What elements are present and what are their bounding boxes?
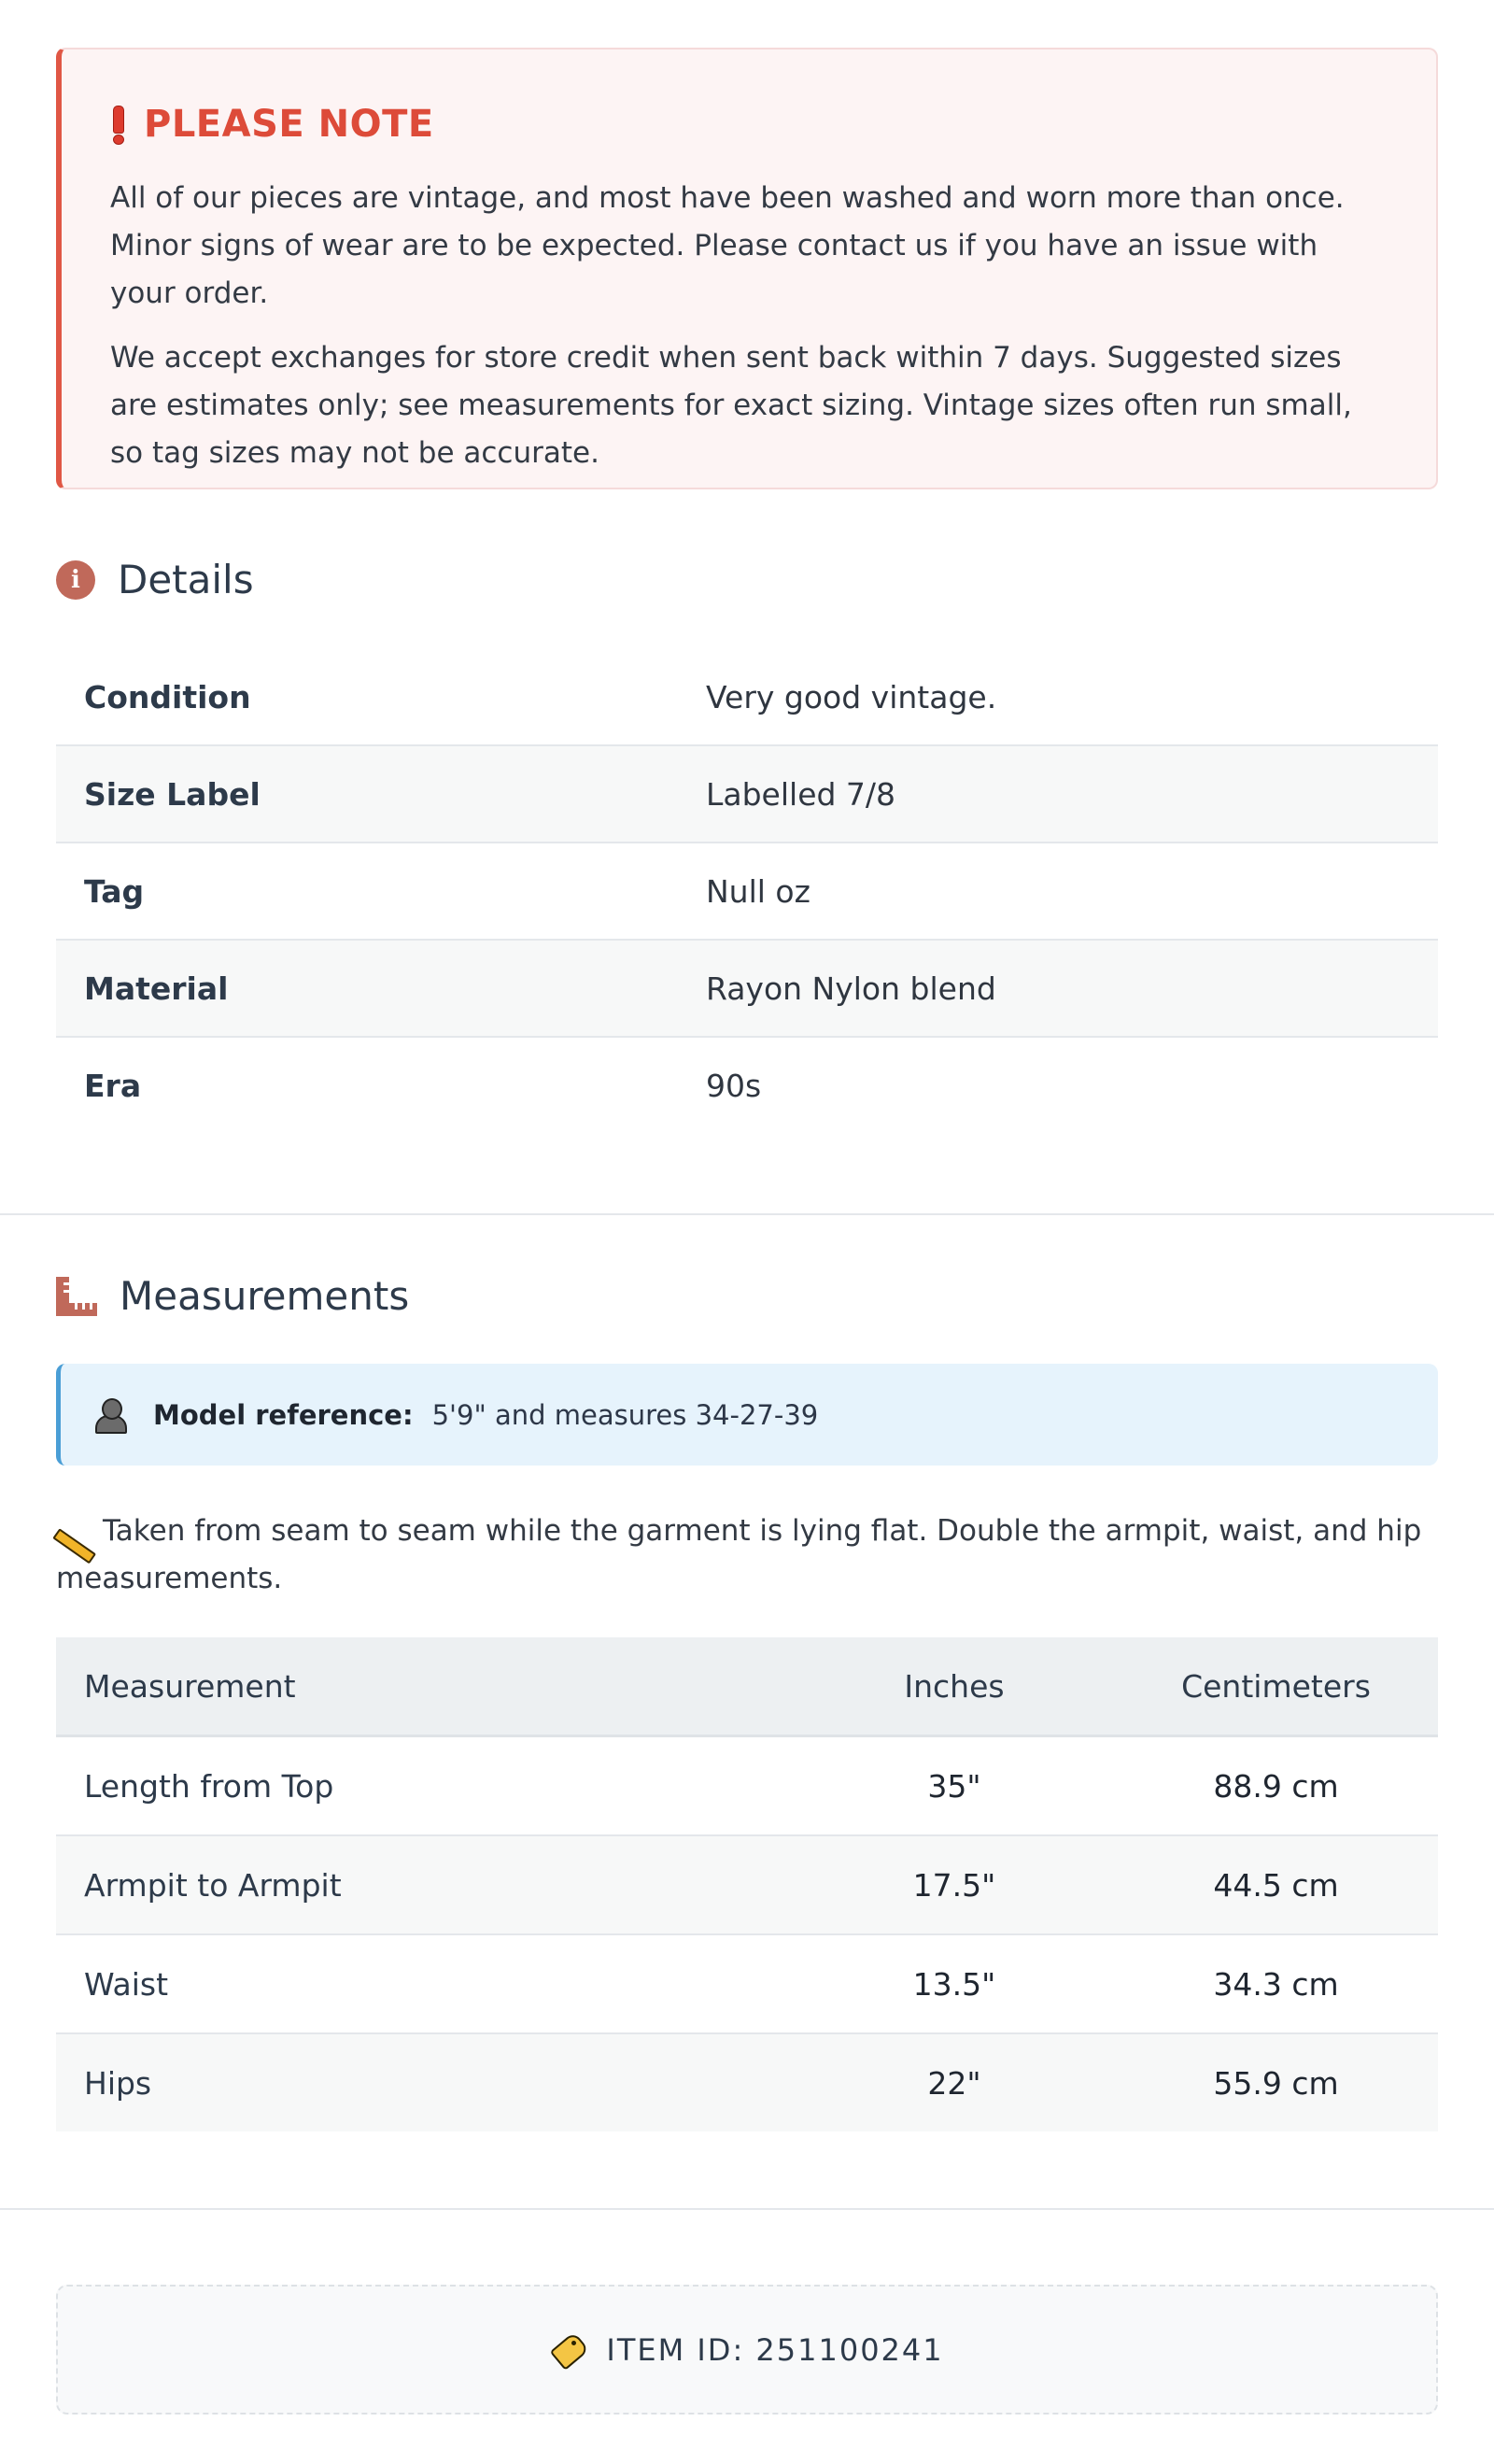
measurement-cm: 88.9 cm bbox=[1114, 1736, 1438, 1836]
table-row bbox=[56, 940, 1438, 1037]
measurement-name: Hips bbox=[56, 2033, 795, 2131]
details-table bbox=[56, 649, 1438, 1133]
measurements-table bbox=[56, 1637, 1438, 2131]
detail-value: Labelled 7/8 bbox=[678, 745, 1438, 843]
measurement-note-text: Taken from seam to seam while the garment is lying flat. Double the armpit, waist, and hip measurements. bbox=[56, 1514, 1422, 1595]
measurement-cm: 44.5 cm bbox=[1114, 1835, 1438, 1934]
table-row bbox=[56, 745, 1438, 843]
column-header-centimeters: Centimeters bbox=[1114, 1637, 1438, 1736]
table-row bbox=[56, 1037, 1438, 1133]
table-row bbox=[56, 1835, 1438, 1934]
measurement-cm: 34.3 cm bbox=[1114, 1934, 1438, 2033]
measurement-inches: 22" bbox=[795, 2033, 1114, 2131]
measurement-name: Waist bbox=[56, 1934, 795, 2033]
item-id-text: ITEM ID: 251100241 bbox=[606, 2331, 944, 2368]
ruler-icon bbox=[56, 1277, 97, 1316]
tag-icon bbox=[550, 2331, 587, 2369]
table-row bbox=[56, 649, 1438, 745]
detail-value: Very good vintage. bbox=[678, 649, 1438, 745]
notice-paragraph: We accept exchanges for store credit when sent back within 7 days. Suggested sizes are estimates only; see measurements for exact sizing. Vintage sizes often run small, so tag sizes may not be accurate. bbox=[110, 341, 1352, 470]
notice-title-text: PLEASE NOTE bbox=[144, 103, 434, 146]
exclamation-icon bbox=[110, 106, 125, 143]
details-heading bbox=[56, 557, 254, 602]
info-icon: i bbox=[56, 560, 95, 600]
measurements-heading bbox=[56, 1273, 409, 1319]
measurements-title: Measurements bbox=[120, 1273, 410, 1319]
column-header-inches: Inches bbox=[795, 1637, 1114, 1736]
detail-label: Era bbox=[84, 1067, 142, 1104]
table-row bbox=[56, 1934, 1438, 2033]
person-icon bbox=[93, 1398, 127, 1432]
table-row bbox=[56, 1736, 1438, 1836]
detail-value: Rayon Nylon blend bbox=[678, 940, 1438, 1037]
model-reference-label: Model reference: bbox=[153, 1398, 414, 1431]
measurement-note bbox=[56, 1508, 1438, 1603]
notice-title bbox=[110, 103, 1389, 146]
notice-paragraph: All of our pieces are vintage, and most have been washed and worn more than once. Minor signs of wear are to be expected. Please contact us if you have an issue with your order. bbox=[110, 181, 1345, 310]
details-title: Details bbox=[118, 557, 254, 602]
detail-label: Tag bbox=[56, 843, 678, 940]
measurement-cm: 55.9 cm bbox=[1114, 2033, 1438, 2131]
section-divider bbox=[0, 1213, 1494, 1215]
column-header-measurement: Measurement bbox=[56, 1637, 795, 1736]
model-reference-value: 5'9" and measures 34-27-39 bbox=[431, 1398, 819, 1431]
table-row bbox=[56, 843, 1438, 940]
model-reference-box bbox=[56, 1364, 1438, 1466]
detail-label: Condition bbox=[56, 649, 678, 745]
measurement-inches: 13.5" bbox=[795, 1934, 1114, 2033]
table-header-row bbox=[56, 1637, 1438, 1736]
please-note-box bbox=[56, 48, 1438, 489]
detail-label: Size Label bbox=[56, 745, 678, 843]
measurement-name: Length from Top bbox=[56, 1736, 795, 1836]
detail-label: Material bbox=[56, 940, 678, 1037]
measurement-inches: 35" bbox=[795, 1736, 1114, 1836]
measurement-inches: 17.5" bbox=[795, 1835, 1114, 1934]
detail-value: Null oz bbox=[678, 843, 1438, 940]
detail-value: 90s bbox=[706, 1067, 762, 1104]
section-divider bbox=[0, 2208, 1494, 2210]
measurement-name: Armpit to Armpit bbox=[56, 1835, 795, 1934]
pencil-icon bbox=[56, 1516, 93, 1544]
table-row bbox=[56, 2033, 1438, 2131]
item-id-box bbox=[56, 2285, 1438, 2414]
